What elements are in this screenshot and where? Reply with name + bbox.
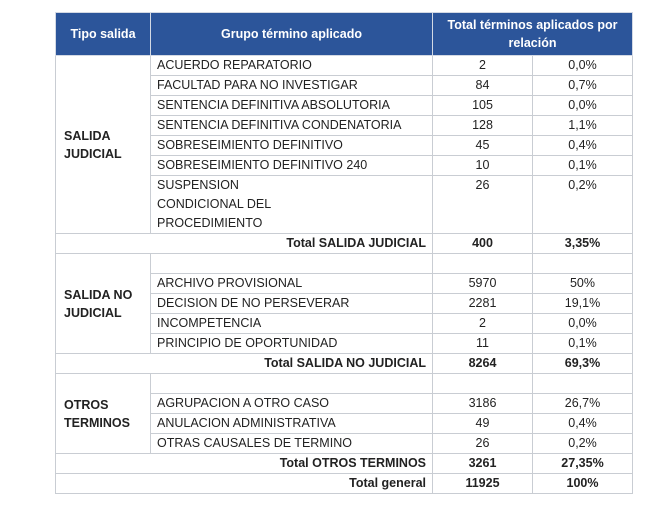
row-percent: 19,1% [533, 294, 633, 314]
row-count: 2 [433, 56, 533, 76]
row-percent: 0,2% [533, 434, 633, 454]
row-percent: 0,0% [533, 96, 633, 116]
row-percent-empty [533, 254, 633, 274]
row-label: SUSPENSION CONDICIONAL DEL PROCEDIMIENTO [151, 176, 433, 234]
row-count: 26 [433, 434, 533, 454]
section-total-row [56, 234, 633, 254]
row-label: DECISION DE NO PERSEVERAR [151, 294, 433, 314]
total-count: 400 [433, 234, 533, 254]
row-count-empty [433, 374, 533, 394]
row-label: ARCHIVO PROVISIONAL [151, 274, 433, 294]
total-percent: 69,3% [533, 354, 633, 374]
row-count: 2 [433, 314, 533, 334]
row-label: INCOMPETENCIA [151, 314, 433, 334]
row-count: 49 [433, 414, 533, 434]
section-label-salida-no-judicial: SALIDA NO JUDICIAL [56, 254, 151, 354]
row-label: ANULACION ADMINISTRATIVA [151, 414, 433, 434]
grand-total-percent: 100% [533, 474, 633, 494]
row-percent-empty [533, 374, 633, 394]
row-count: 128 [433, 116, 533, 136]
row-percent: 0,4% [533, 136, 633, 156]
row-percent: 0,0% [533, 56, 633, 76]
row-label: PRINCIPIO DE OPORTUNIDAD [151, 334, 433, 354]
row-count: 10 [433, 156, 533, 176]
row-label: SOBRESEIMIENTO DEFINITIVO [151, 136, 433, 156]
row-percent: 0,4% [533, 414, 633, 434]
total-label: Total SALIDA JUDICIAL [56, 234, 433, 254]
row-label: AGRUPACION A OTRO CASO [151, 394, 433, 414]
row-count: 105 [433, 96, 533, 116]
header-tipo-salida: Tipo salida [56, 13, 151, 56]
grand-total-row [56, 474, 633, 494]
row-count: 26 [433, 176, 533, 234]
row-percent: 0,0% [533, 314, 633, 334]
row-percent: 50% [533, 274, 633, 294]
row-label: SOBRESEIMIENTO DEFINITIVO 240 [151, 156, 433, 176]
total-label: Total SALIDA NO JUDICIAL [56, 354, 433, 374]
row-percent: 0,7% [533, 76, 633, 96]
row-percent: 0,1% [533, 156, 633, 176]
header-row [56, 13, 633, 56]
row-count: 84 [433, 76, 533, 96]
row-label-empty [151, 374, 433, 394]
table-row [56, 56, 633, 76]
total-count: 8264 [433, 354, 533, 374]
row-label-empty [151, 254, 433, 274]
row-label: SENTENCIA DEFINITIVA ABSOLUTORIA [151, 96, 433, 116]
row-label: ACUERDO REPARATORIO [151, 56, 433, 76]
row-percent: 0,1% [533, 334, 633, 354]
header-grupo-termino: Grupo término aplicado [151, 13, 433, 56]
total-percent: 27,35% [533, 454, 633, 474]
row-percent: 26,7% [533, 394, 633, 414]
row-count: 5970 [433, 274, 533, 294]
row-count: 2281 [433, 294, 533, 314]
table-row [56, 374, 633, 394]
row-count: 45 [433, 136, 533, 156]
section-label-salida-judicial: SALIDA JUDICIAL [56, 56, 151, 234]
row-percent: 0,2% [533, 176, 633, 234]
row-label: FACULTAD PARA NO INVESTIGAR [151, 76, 433, 96]
table-row [56, 254, 633, 274]
row-label: OTRAS CAUSALES DE TERMINO [151, 434, 433, 454]
total-label: Total OTROS TERMINOS [56, 454, 433, 474]
total-percent: 3,35% [533, 234, 633, 254]
termination-table [55, 12, 633, 494]
header-total-terminos: Total términos aplicados por relación [433, 13, 633, 56]
row-label: SENTENCIA DEFINITIVA CONDENATORIA [151, 116, 433, 136]
row-count: 11 [433, 334, 533, 354]
section-label-otros-terminos: OTROS TERMINOS [56, 374, 151, 454]
row-percent: 1,1% [533, 116, 633, 136]
total-count: 3261 [433, 454, 533, 474]
row-count-empty [433, 254, 533, 274]
grand-total-count: 11925 [433, 474, 533, 494]
section-total-row [56, 354, 633, 374]
grand-total-label: Total general [56, 474, 433, 494]
row-count: 3186 [433, 394, 533, 414]
section-total-row [56, 454, 633, 474]
